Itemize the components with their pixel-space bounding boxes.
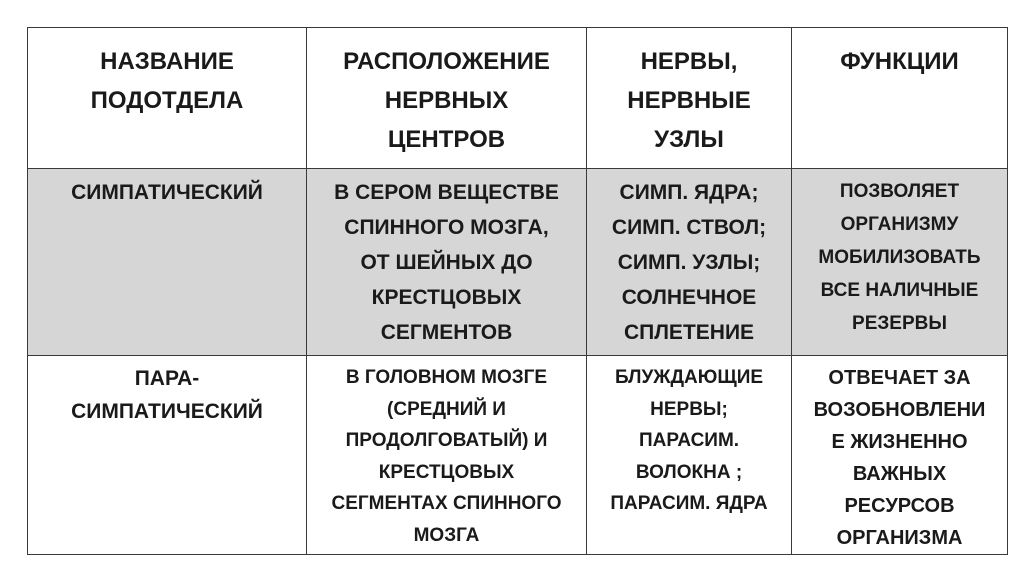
cell-sympathetic-name: СИМПАТИЧЕСКИЙ <box>28 169 307 356</box>
cell-parasympathetic-name: ПАРА- СИМПАТИЧЕСКИЙ <box>28 356 307 555</box>
cell-parasympathetic-functions: ОТВЕЧАЕТ ЗА ВОЗОБНОВЛЕНИ Е ЖИЗНЕННО ВАЖНЫХ РЕСУРСОВ ОРГАНИЗМА <box>792 356 1008 555</box>
table-row-sympathetic <box>28 169 1008 356</box>
header-subdivision-name: НАЗВАНИЕ ПОДОТДЕЛА <box>28 28 307 169</box>
header-centers-location: РАСПОЛОЖЕНИЕ НЕРВНЫХ ЦЕНТРОВ <box>307 28 587 169</box>
header-functions: ФУНКЦИИ <box>792 28 1008 169</box>
cell-parasympathetic-nerves: БЛУЖДАЮЩИЕ НЕРВЫ; ПАРАСИМ. ВОЛОКНА ; ПАРАСИМ. ЯДРА <box>587 356 792 555</box>
cell-sympathetic-nerves: СИМП. ЯДРА; СИМП. СТВОЛ; СИМП. УЗЛЫ; СОЛНЕЧНОЕ СПЛЕТЕНИЕ <box>587 169 792 356</box>
cell-sympathetic-functions: ПОЗВОЛЯЕТ ОРГАНИЗМУ МОБИЛИЗОВАТЬ ВСЕ НАЛИЧНЫЕ РЕЗЕРВЫ <box>792 169 1008 356</box>
table-row-parasympathetic <box>28 356 1008 555</box>
cell-parasympathetic-location: В ГОЛОВНОМ МОЗГЕ (СРЕДНИЙ И ПРОДОЛГОВАТЫЙ) И КРЕСТЦОВЫХ СЕГМЕНТАХ СПИННОГО МОЗГА <box>307 356 587 555</box>
cell-sympathetic-location: В СЕРОМ ВЕЩЕСТВЕ СПИННОГО МОЗГА, ОТ ШЕЙНЫХ ДО КРЕСТЦОВЫХ СЕГМЕНТОВ <box>307 169 587 356</box>
nervous-system-table <box>27 27 1008 555</box>
header-nerves-ganglia: НЕРВЫ, НЕРВНЫЕ УЗЛЫ <box>587 28 792 169</box>
table-header-row <box>28 28 1008 169</box>
